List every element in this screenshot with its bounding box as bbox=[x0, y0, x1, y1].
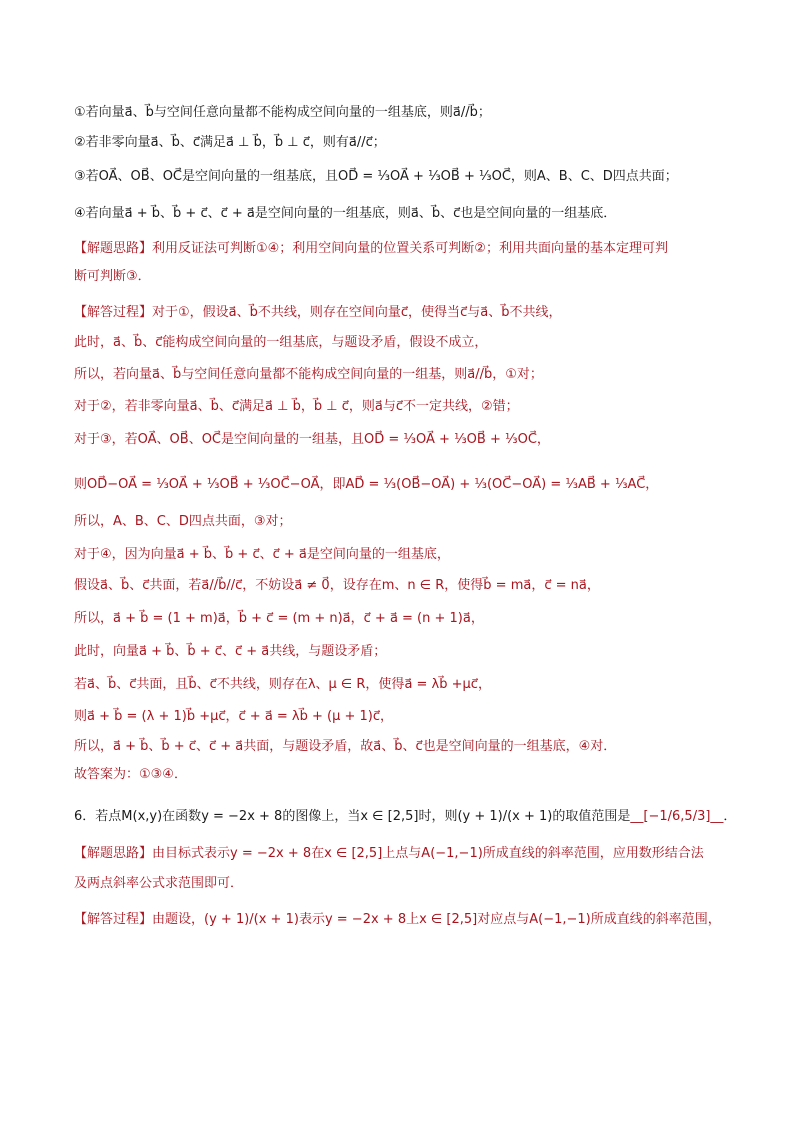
text-segment: ，即 bbox=[319, 477, 346, 492]
text-segment: b⃗ = ma⃗，c⃗ = na⃗ bbox=[483, 578, 587, 593]
text-segment: y = −2x + 8 bbox=[324, 912, 407, 927]
text-segment: 所以，若向量 bbox=[74, 367, 153, 382]
text-segment: 与空间任意向量都不能构成空间向量的一组基底，则 bbox=[153, 105, 453, 120]
text-segment: ③若 bbox=[74, 169, 99, 184]
text-segment: 共线，与题设矛盾； bbox=[269, 644, 387, 659]
text-segment: ，设存在 bbox=[329, 578, 382, 593]
text-segment: 的取值范围是 bbox=[552, 809, 631, 824]
text-segment: ，①对； bbox=[492, 367, 543, 382]
text-line-12 bbox=[74, 476, 734, 494]
text-segment: 上 bbox=[406, 912, 420, 927]
text-segment: 是空间向量的一组基底， bbox=[306, 547, 450, 562]
text-segment: c⃗ bbox=[460, 305, 468, 320]
text-segment: OD⃗ = ⅓OA⃗ + ⅓OB⃗ + ⅓OC⃗ bbox=[364, 432, 537, 447]
text-segment: 6．若点 bbox=[74, 809, 122, 824]
text-line-3 bbox=[74, 168, 734, 186]
text-segment: m、n ∈ R bbox=[381, 578, 445, 593]
text-segment: ，则 bbox=[348, 399, 375, 414]
text-segment: 【解题思路】利用反证法可判断①④；利用空间向量的位置关系可判断②；利用共面向量的基本定理可判 bbox=[74, 241, 668, 256]
text-segment: OD⃗−OA⃗ = ⅓OA⃗ + ⅓OB⃗ + ⅓OC⃗−OA⃗ bbox=[87, 477, 320, 492]
text-segment: 的图像上，当 bbox=[282, 809, 361, 824]
text-segment: 表示 bbox=[298, 912, 325, 927]
text-segment: 与空间任意向量都不能构成空间向量的一组基，则 bbox=[181, 367, 468, 382]
text-line-20 bbox=[74, 738, 734, 756]
text-segment: a⃗ + b⃗、b⃗ + c⃗、c⃗ + a⃗ bbox=[124, 206, 255, 221]
text-segment: 对应点与 bbox=[477, 912, 530, 927]
text-segment: 对于④，因为向量 bbox=[74, 547, 177, 562]
text-segment: a⃗、b⃗、c⃗ bbox=[189, 399, 240, 414]
text-segment: (y + 1)/(x + 1) bbox=[457, 809, 553, 824]
text-line-17 bbox=[74, 643, 734, 661]
text-segment: a⃗ ⊥ b⃗，b⃗ ⊥ c⃗ bbox=[226, 135, 310, 150]
text-line-15 bbox=[74, 577, 734, 595]
text-line-1 bbox=[74, 104, 734, 122]
text-segment: 【解答过程】对于①，假设 bbox=[74, 305, 229, 320]
text-segment: 与 bbox=[467, 305, 481, 320]
text-line-14 bbox=[74, 546, 734, 564]
text-line-24 bbox=[74, 875, 734, 893]
text-segment: a⃗ + b⃗ = (λ + 1)b⃗ +μc⃗，c⃗ + a⃗ = λb⃗ + (μ + 1)c⃗ bbox=[87, 709, 381, 724]
text-segment: x ∈ [2,5] bbox=[419, 912, 478, 927]
text-line-5 bbox=[74, 240, 734, 258]
text-segment: ， bbox=[470, 611, 484, 626]
text-segment: 【解题思路】由目标式表示 bbox=[74, 846, 231, 861]
text-segment: a⃗、b⃗、c⃗ bbox=[113, 335, 163, 350]
text-segment: 不共线，则存在 bbox=[216, 677, 308, 692]
text-segment: a⃗、b⃗ bbox=[124, 105, 154, 120]
text-segment: 故答案为：①③④． bbox=[74, 767, 187, 782]
text-segment: ，使得当 bbox=[408, 305, 461, 320]
text-line-18 bbox=[74, 676, 734, 694]
text-segment: a⃗ ⊥ b⃗，b⃗ ⊥ c⃗ bbox=[265, 399, 349, 414]
text-line-7 bbox=[74, 304, 734, 322]
text-segment: ，不妨设 bbox=[242, 578, 295, 593]
text-segment: 则 bbox=[74, 477, 88, 492]
text-segment: a⃗ = λb⃗ +μc⃗ bbox=[404, 677, 478, 692]
text-segment: ， bbox=[586, 578, 600, 593]
text-line-16 bbox=[74, 610, 734, 628]
text-segment: __[−1/6,5/3]__ bbox=[630, 809, 724, 824]
text-segment: 与 bbox=[382, 399, 396, 414]
text-segment: ， bbox=[536, 432, 550, 447]
text-segment: ②若非零向量 bbox=[74, 135, 151, 150]
text-segment: A(−1,−1) bbox=[421, 846, 483, 861]
text-segment: 也是空间向量的一组基底． bbox=[460, 206, 617, 221]
text-segment: 所成直线的斜率范围，应用数形结合法 bbox=[482, 846, 704, 861]
text-line-21 bbox=[74, 766, 734, 784]
text-segment: 满足 bbox=[239, 399, 266, 414]
text-segment: a⃗、b⃗、c⃗ bbox=[373, 739, 423, 754]
text-line-11 bbox=[74, 431, 734, 449]
text-segment: a⃗、b⃗、c⃗ bbox=[100, 578, 150, 593]
text-segment: AD⃗ = ⅓(OB⃗−OA⃗) + ⅓(OC⃗−OA⃗) = ⅓AB⃗ + ⅓AC⃗ bbox=[345, 477, 646, 492]
text-segment: M(x,y) bbox=[121, 809, 163, 824]
text-segment: A(−1,−1) bbox=[529, 912, 591, 927]
text-segment: a⃗、b⃗ bbox=[152, 367, 182, 382]
text-segment: a⃗//b⃗ bbox=[452, 105, 478, 120]
text-segment: a⃗ + b⃗、b⃗ + c⃗、c⃗ + a⃗ bbox=[139, 644, 270, 659]
text-segment: a⃗、b⃗ bbox=[228, 305, 258, 320]
text-segment: 是空间向量的一组基，且 bbox=[221, 432, 365, 447]
text-segment: 对于②，若非零向量 bbox=[74, 399, 190, 414]
text-segment: ， bbox=[645, 477, 659, 492]
text-segment: ， bbox=[477, 677, 491, 692]
text-segment: 不共线， bbox=[509, 305, 562, 320]
text-segment: c⃗ bbox=[395, 399, 403, 414]
text-segment: ④若向量 bbox=[74, 206, 125, 221]
text-segment: ； bbox=[372, 135, 386, 150]
text-segment: 时，则 bbox=[418, 809, 458, 824]
text-segment: 所以， bbox=[74, 739, 114, 754]
text-segment: 满足 bbox=[200, 135, 227, 150]
text-line-13 bbox=[74, 513, 734, 531]
text-segment: 断可判断③． bbox=[74, 269, 151, 284]
text-line-4 bbox=[74, 205, 734, 223]
text-segment: y = −2x + 8 bbox=[230, 846, 312, 861]
text-segment: ，则有 bbox=[309, 135, 349, 150]
text-segment: a⃗、b⃗、c⃗ bbox=[87, 677, 137, 692]
text-segment: OA⃗、OB⃗、OC⃗ bbox=[98, 169, 183, 184]
text-line-25 bbox=[74, 911, 734, 929]
text-segment: ； bbox=[477, 105, 491, 120]
text-segment: 及两点斜率公式求范围即可． bbox=[74, 876, 244, 891]
text-segment: 此时，向量 bbox=[74, 644, 140, 659]
text-segment: a⃗//c⃗ bbox=[348, 135, 373, 150]
text-line-19 bbox=[74, 708, 734, 726]
text-segment: 若 bbox=[74, 677, 88, 692]
text-segment: a⃗、b⃗、c⃗ bbox=[410, 206, 461, 221]
text-segment: 所以，A、B、C、D四点共面，③对； bbox=[74, 514, 292, 529]
text-segment: 在 bbox=[311, 846, 325, 861]
text-segment: 【解答过程】由题设， bbox=[74, 912, 205, 927]
text-segment: x ∈ [2,5] bbox=[324, 846, 383, 861]
text-segment: OD⃗ = ⅓OA⃗ + ⅓OB⃗ + ⅓OC⃗ bbox=[338, 169, 511, 184]
text-segment: 假设 bbox=[74, 578, 101, 593]
text-segment: a⃗ ≠ 0⃗ bbox=[294, 578, 330, 593]
text-segment: 共面，若 bbox=[149, 578, 202, 593]
text-segment: ． bbox=[723, 809, 737, 824]
text-segment: 此时， bbox=[74, 335, 114, 350]
text-segment: a⃗、b⃗ bbox=[480, 305, 510, 320]
text-segment: a⃗//b⃗//c⃗ bbox=[201, 578, 243, 593]
text-segment: (y + 1)/(x + 1) bbox=[204, 912, 299, 927]
text-segment: b⃗、c⃗ bbox=[188, 677, 217, 692]
text-segment: 能构成空间向量的一组基底，与题设矛盾，假设不成立， bbox=[162, 335, 488, 350]
text-segment: 是空间向量的一组基底，且 bbox=[182, 169, 339, 184]
text-segment: ， bbox=[380, 709, 394, 724]
text-segment: 在函数 bbox=[162, 809, 202, 824]
text-segment: 上点与 bbox=[382, 846, 422, 861]
text-segment: 共面，与题设矛盾，故 bbox=[243, 739, 374, 754]
text-segment: 则 bbox=[74, 709, 88, 724]
text-segment: 不共线，则存在空间向量 bbox=[257, 305, 401, 320]
text-segment: x ∈ [2,5] bbox=[360, 809, 419, 824]
text-segment: λ、μ ∈ R bbox=[307, 677, 366, 692]
text-segment: 共面，且 bbox=[136, 677, 189, 692]
text-segment: ，使得 bbox=[444, 578, 484, 593]
text-segment: 也是空间向量的一组基底，④对． bbox=[422, 739, 617, 754]
text-segment: 是空间向量的一组基底，则 bbox=[254, 206, 411, 221]
text-segment: ①若向量 bbox=[74, 105, 125, 120]
text-segment: c⃗ bbox=[400, 305, 409, 320]
text-segment: a⃗//b⃗ bbox=[467, 367, 493, 382]
text-segment: a⃗ bbox=[374, 399, 383, 414]
text-line-8 bbox=[74, 334, 734, 352]
text-segment: ，则A、B、C、D四点共面； bbox=[510, 169, 678, 184]
text-segment: a⃗ + b⃗、b⃗ + c⃗、c⃗ + a⃗ bbox=[113, 739, 244, 754]
text-line-2 bbox=[74, 134, 734, 152]
text-line-23 bbox=[74, 845, 734, 863]
text-segment: ，使得 bbox=[365, 677, 405, 692]
text-segment: OA⃗、OB⃗、OC⃗ bbox=[137, 432, 222, 447]
text-line-6 bbox=[74, 268, 734, 286]
text-line-9 bbox=[74, 366, 734, 384]
text-segment: 所成直线的斜率范围， bbox=[590, 912, 721, 927]
text-line-22 bbox=[74, 808, 737, 826]
text-line-10 bbox=[74, 398, 734, 416]
text-segment: a⃗、b⃗、c⃗ bbox=[150, 135, 201, 150]
text-segment: 对于③，若 bbox=[74, 432, 138, 447]
text-segment: a⃗ + b⃗ = (1 + m)a⃗，b⃗ + c⃗ = (m + n)a⃗，c⃗ + a⃗ = (n + 1)a⃗ bbox=[113, 611, 471, 626]
text-segment: a⃗ + b⃗、b⃗ + c⃗、c⃗ + a⃗ bbox=[176, 547, 307, 562]
text-segment: 不一定共线，②错； bbox=[403, 399, 519, 414]
text-segment: 所以， bbox=[74, 611, 114, 626]
text-segment: y = −2x + 8 bbox=[201, 809, 283, 824]
